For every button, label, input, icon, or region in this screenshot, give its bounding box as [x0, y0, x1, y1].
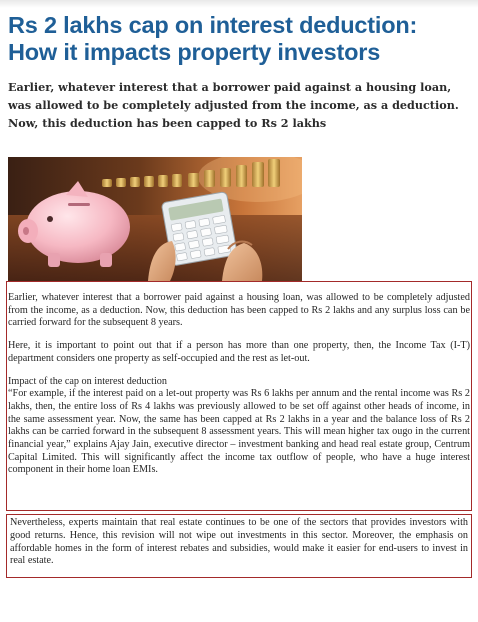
- paragraph: Here, it is important to point out that if a person has more than one property, then, the Income Tax (I-T) department considers one property as self-occupied and the rest as let-out.: [8, 340, 470, 364]
- paragraph: “For example, if the interest paid on a let-out property was Rs 6 lakhs per annum and the rental income was Rs 2 lakhs, then, the entire loss of Rs 4 lakhs was previously allowed to be set off against other heads of income, in the same assessment year. Now, the same has been capped at Rs 2 lakhs in a year and the balance loss of Rs 2 lakhs can be carried forward in the subsequent 8 assessment years. This will mean higher tax ougo in the current financial year,” explains Ajay Jain, executive director – investment banking and head real estate group, Centrum Capital Limited. This will significantly affect the income tax outflow of people, who have a huge interest component in their home loan EMIs.: [8, 388, 470, 476]
- subheading: Impact of the cap on interest deduction: [8, 375, 167, 387]
- article-body: [8, 292, 470, 487]
- paragraph: Earlier, whatever interest that a borrower paid against a housing loan, was allowed to be completely adjusted from the income, as a deduction. Now, this deduction has been capped to Rs 2 lakhs and any surplus loss can be carried forward for the subsequent 8 years.: [8, 292, 470, 329]
- piggy-bank-calculator-photo: [8, 157, 302, 281]
- headline-line-1: Rs 2 lakhs cap on interest deduction:: [8, 12, 418, 38]
- closing-paragraph: Nevertheless, experts maintain that real estate continues to be one of the sectors that provides investors with good returns. Hence, this revision will not wipe out investments in this sector. Moreover, the emphasis on affordable homes in the form of interest rebates and subsidies, would make it easier for end-users to invest in real estate.: [10, 517, 468, 567]
- deck-summary: Earlier, whatever interest that a borrower paid against a housing loan, was allowed to be completely adjusted from the income, as a deduction. Now, this deduction has been capped to Rs 2 lakhs: [8, 80, 459, 130]
- headline: [8, 12, 476, 66]
- headline-line-2: How it impacts property investors: [8, 39, 381, 65]
- cropped-masthead-strip: [0, 0, 478, 8]
